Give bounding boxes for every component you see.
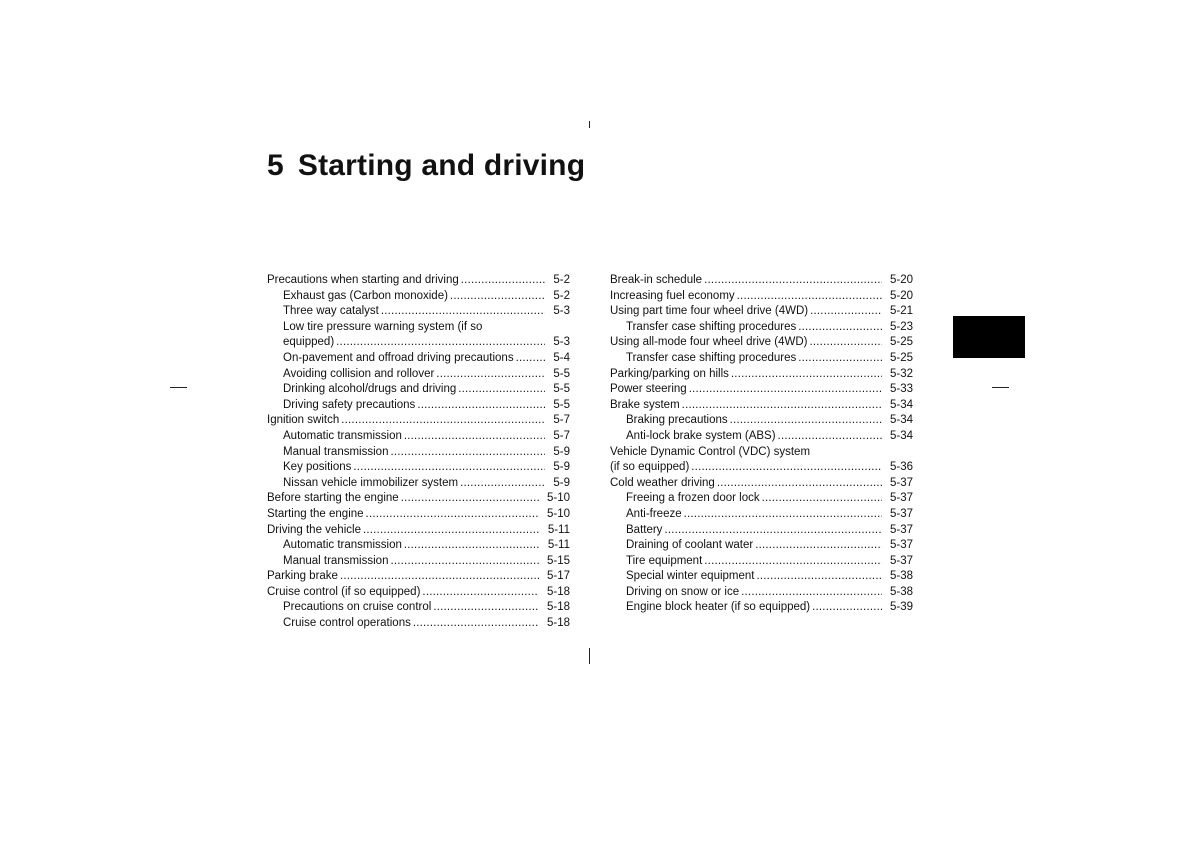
toc-entry-title: Parking brake [267, 570, 338, 583]
toc-entry-page: 5-9 [553, 476, 570, 489]
toc-leader-dots [336, 335, 545, 351]
toc-entry[interactable] [610, 569, 913, 585]
chapter-thumb-tab [953, 316, 1025, 358]
toc-entry-title: Transfer case shifting procedures [626, 351, 797, 364]
toc-entry[interactable] [267, 538, 570, 554]
toc-leader-dots [390, 554, 539, 570]
toc-leader-dots [422, 585, 539, 601]
toc-leader-dots [762, 491, 882, 507]
toc-entry[interactable] [610, 273, 913, 289]
toc-leader-dots [461, 273, 546, 289]
toc-entry[interactable] [610, 491, 913, 507]
toc-leader-dots [404, 538, 540, 554]
toc-entry-title: Using all-mode four wheel drive (4WD) [610, 336, 808, 349]
toc-leader-dots [340, 569, 539, 585]
toc-leader-dots [810, 304, 882, 320]
toc-entry[interactable] [267, 445, 570, 461]
toc-leader-dots [381, 304, 546, 320]
toc-entry-page: 5-5 [553, 367, 570, 380]
toc-entry-title: Cruise control operations [283, 617, 411, 630]
toc-leader-dots [691, 460, 882, 476]
toc-entry[interactable] [267, 507, 570, 523]
toc-entry-title: Brake system [610, 398, 680, 411]
toc-entry-title: Battery [626, 523, 663, 536]
toc-entry[interactable] [610, 367, 913, 383]
toc-leader-dots [704, 554, 882, 570]
toc-entry-page: 5-37 [889, 554, 913, 567]
toc-entry-page: 5-3 [553, 305, 570, 318]
toc-entry-title: equipped) [283, 336, 335, 349]
toc-entry-page: 5-2 [553, 274, 570, 286]
toc-entry-page: 5-11 [547, 523, 570, 536]
toc-entry-title: Increasing fuel economy [610, 289, 735, 302]
toc-left-column [267, 273, 570, 632]
toc-leader-dots [516, 351, 546, 367]
toc-entry-title: Precautions on cruise control [283, 601, 432, 614]
toc-entry-page: 5-37 [889, 539, 913, 552]
toc-leader-dots [413, 616, 539, 632]
toc-entry-title: Three way catalyst [283, 305, 379, 318]
toc-entry[interactable] [267, 289, 570, 305]
toc-entry-title: Automatic transmission [283, 539, 402, 552]
toc-entry-title: Break-in schedule [610, 274, 703, 286]
toc-entry-title: Manual transmission [283, 554, 389, 567]
toc-entry[interactable] [610, 382, 913, 398]
toc-leader-dots [353, 460, 545, 476]
toc-entry[interactable] [610, 585, 913, 601]
toc-entry-title: On-pavement and offroad driving precautions [283, 351, 514, 364]
toc-entry-title: Precautions when starting and driving [267, 274, 459, 286]
toc-entry-title: Braking precautions [626, 414, 728, 427]
toc-entry-page: 5-18 [546, 601, 570, 614]
toc-entry[interactable] [267, 304, 570, 320]
toc-entry-title: Before starting the engine [267, 492, 399, 505]
toc-entry[interactable] [267, 382, 570, 398]
toc-entry-page: 5-4 [553, 351, 570, 364]
toc-entry[interactable] [267, 460, 570, 476]
toc-leader-dots [704, 273, 882, 289]
toc-entry-title: Anti-lock brake system (ABS) [626, 429, 776, 442]
chapter-title-text: Starting and driving [297, 149, 586, 182]
toc-entry[interactable] [267, 335, 570, 351]
toc-entry[interactable] [610, 335, 913, 351]
top-center-trim-mark [589, 121, 590, 128]
toc-entry-page: 5-37 [889, 492, 913, 505]
toc-entry[interactable] [610, 554, 913, 570]
toc-entry[interactable] [610, 289, 913, 305]
toc-entry[interactable] [610, 413, 913, 429]
toc-entry-page: 5-17 [546, 570, 570, 583]
toc-entry-title: Nissan vehicle immobilizer system [283, 476, 459, 489]
toc-entry-page: 5-38 [889, 570, 913, 583]
bottom-center-trim-mark [589, 648, 590, 664]
toc-entry-page: 5-9 [553, 461, 570, 474]
toc-entry[interactable] [267, 600, 570, 616]
toc-entry[interactable] [610, 507, 913, 523]
toc-entry[interactable] [610, 429, 913, 445]
toc-entry[interactable] [610, 351, 913, 367]
toc-leader-dots [433, 600, 539, 616]
toc-leader-dots [436, 367, 545, 383]
toc-leader-dots [366, 507, 539, 523]
toc-leader-dots [689, 382, 882, 398]
toc-leader-dots [417, 398, 545, 414]
toc-leader-dots [363, 523, 540, 539]
toc-leader-dots [730, 413, 882, 429]
toc-entry-page: 5-36 [889, 461, 913, 474]
toc-entry[interactable] [267, 367, 570, 383]
toc-entry-title: Transfer case shifting procedures [626, 320, 797, 333]
toc-entry-page: 5-18 [546, 585, 570, 598]
toc-entry-page: 5-10 [546, 507, 570, 520]
toc-leader-dots [755, 538, 882, 554]
toc-entry-title: Starting the engine [267, 507, 364, 520]
toc-leader-dots [401, 491, 539, 507]
toc-leader-dots [458, 382, 545, 398]
toc-entry-page: 5-10 [546, 492, 570, 505]
toc-entry-page: 5-33 [889, 383, 913, 396]
toc-entry[interactable] [610, 476, 913, 492]
toc-leader-dots [757, 569, 882, 585]
toc-entry-page: 5-5 [553, 398, 570, 411]
toc-entry-page: 5-20 [889, 274, 913, 286]
toc-entry-page: 5-2 [553, 289, 570, 302]
toc-leader-dots [341, 413, 545, 429]
toc-leader-dots [460, 476, 545, 492]
toc-entry[interactable] [610, 538, 913, 554]
toc-entry-page: 5-38 [889, 585, 913, 598]
toc-entry-title: Avoiding collision and rollover [283, 367, 435, 380]
toc-entry-page: 5-34 [889, 414, 913, 427]
toc-leader-dots [798, 320, 882, 336]
toc-entry-title: Automatic transmission [283, 429, 402, 442]
toc-entry-page: 5-34 [889, 429, 913, 442]
toc-entry-page: 5-34 [889, 398, 913, 411]
toc-entry[interactable] [610, 398, 913, 414]
toc-leader-dots [778, 429, 882, 445]
toc-entry-title: Manual transmission [283, 445, 389, 458]
toc-entry[interactable] [610, 523, 913, 539]
toc-entry[interactable] [267, 273, 570, 289]
right-trim-mark [992, 387, 1009, 388]
toc-entry-title: Ignition switch [267, 414, 340, 427]
toc-leader-dots [809, 335, 881, 351]
toc-entry[interactable] [610, 460, 913, 476]
toc-entry-page: 5-5 [553, 383, 570, 396]
toc-entry-title: Drinking alcohol/drugs and driving [283, 383, 457, 396]
chapter-title [267, 146, 585, 186]
toc-entry-page: 5-37 [889, 476, 913, 489]
toc-leader-dots [741, 585, 882, 601]
toc-entry-title: Exhaust gas (Carbon monoxide) [283, 289, 448, 302]
toc-entry-page: 5-32 [889, 367, 913, 380]
toc-entry[interactable] [267, 429, 570, 445]
toc-leader-dots [684, 507, 882, 523]
toc-entry-title-line: Vehicle Dynamic Control (VDC) system [610, 445, 811, 458]
toc-entry[interactable] [267, 476, 570, 492]
toc-entry[interactable] [267, 554, 570, 570]
toc-entry-title: Anti-freeze [626, 507, 682, 520]
chapter-number: 5 [267, 149, 284, 182]
toc-entry[interactable] [267, 616, 570, 632]
toc-entry[interactable] [267, 398, 570, 414]
toc-entry-title: Special winter equipment [626, 570, 755, 583]
toc-entry-page: 5-23 [889, 320, 913, 333]
toc-entry[interactable] [610, 600, 913, 616]
toc-entry-title: Tire equipment [626, 554, 703, 567]
toc-entry-page: 5-3 [553, 336, 570, 349]
toc-entry[interactable] [610, 320, 913, 336]
toc-right-column [610, 273, 913, 616]
toc-entry-title: Parking/parking on hills [610, 367, 729, 380]
toc-leader-dots [717, 476, 882, 492]
toc-entry-page: 5-18 [546, 617, 570, 630]
toc-entry[interactable] [267, 585, 570, 601]
toc-entry-title: Freeing a frozen door lock [626, 492, 760, 505]
toc-leader-dots [737, 289, 882, 305]
toc-entry-page: 5-25 [889, 336, 913, 349]
toc-entry-title: Cold weather driving [610, 476, 715, 489]
toc-entry-page: 5-15 [546, 554, 570, 567]
toc-leader-dots [664, 523, 882, 539]
toc-entry[interactable] [267, 523, 570, 539]
toc-entry-page: 5-39 [889, 601, 913, 614]
toc-entry[interactable] [610, 304, 913, 320]
toc-entry-title: (if so equipped) [610, 461, 690, 474]
toc-entry-title: Driving on snow or ice [626, 585, 740, 598]
toc-entry-page: 5-37 [889, 523, 913, 536]
toc-entry-title: Driving the vehicle [267, 523, 361, 536]
toc-leader-dots [404, 429, 546, 445]
toc-entry-title-line: Low tire pressure warning system (if so [283, 320, 483, 333]
toc-entry-page: 5-9 [553, 445, 570, 458]
toc-entry-page: 5-7 [553, 429, 570, 442]
toc-entry-page: 5-37 [889, 507, 913, 520]
toc-leader-dots [682, 398, 882, 414]
left-trim-mark [170, 387, 187, 388]
toc-leader-dots [812, 600, 882, 616]
toc-entry-page: 5-11 [547, 539, 570, 552]
toc-entry-title: Power steering [610, 383, 687, 396]
toc-entry[interactable] [267, 491, 570, 507]
toc-leader-dots [450, 289, 545, 305]
toc-entry-title: Cruise control (if so equipped) [267, 585, 421, 598]
toc-entry-title: Key positions [283, 461, 352, 474]
toc-entry-title: Draining of coolant water [626, 539, 754, 552]
toc-entry-page: 5-7 [553, 414, 570, 427]
toc-entry-title: Driving safety precautions [283, 398, 416, 411]
toc-leader-dots [731, 367, 882, 383]
toc-leader-dots [798, 351, 882, 367]
toc-entry-page: 5-20 [889, 289, 913, 302]
toc-entry[interactable] [267, 569, 570, 585]
toc-entry-title: Engine block heater (if so equipped) [626, 601, 811, 614]
toc-entry-page: 5-21 [889, 305, 913, 318]
toc-entry-page: 5-25 [889, 351, 913, 364]
toc-entry-title: Using part time four wheel drive (4WD) [610, 305, 809, 318]
toc-leader-dots [390, 445, 545, 461]
toc-entry[interactable] [267, 413, 570, 429]
toc-entry[interactable] [267, 351, 570, 367]
